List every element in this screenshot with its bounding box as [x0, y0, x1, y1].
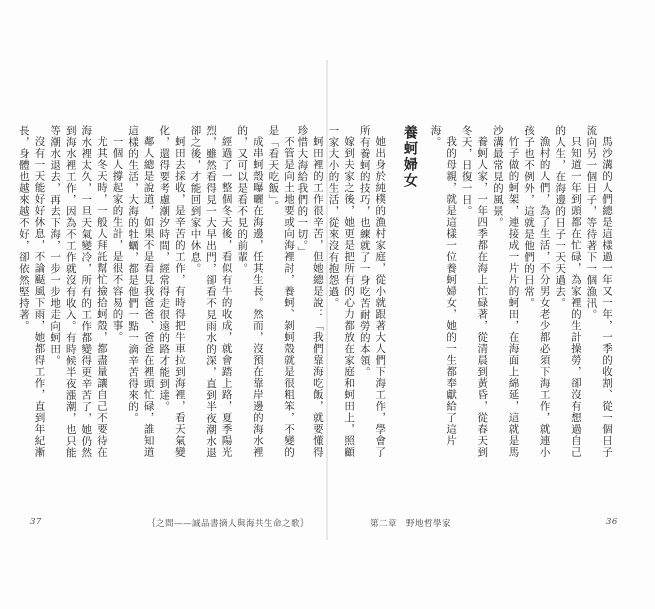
page-number: 37	[30, 517, 42, 527]
paragraph: 一個人撐起家的生計，是很不容易的事。	[111, 135, 124, 343]
section-heading: 養蚵婦女	[401, 125, 418, 189]
running-title: ｛之間——誠品書摘人與海共生命之歌｝	[147, 519, 310, 529]
right-page	[296, 0, 655, 609]
paragraph: 蚵田裡的工作很辛苦，但她總是說：「我們靠海吃飯，就要懂得珍惜大海給我們的一切。」	[296, 125, 324, 458]
left-page	[0, 0, 327, 609]
paragraph: 漁村的人們，為了生活，不分男女老少都必須下海工作，就連小孩子也不例外，這就是他們的日常。	[523, 125, 551, 458]
paragraph: 成串蚵殼曝曬在海邊，任其生長。然而，沒預在靠岸邊的海水裡的，又可以是看不見的前輩。	[236, 125, 264, 458]
paragraph: 沒有一天能好好休息，不論颳風下雨，她都得工作，直到年紀漸長，身體也越來越不好，卻依然堅持著。	[17, 125, 46, 458]
paragraph: 養蚵人家，一年四季都在海上忙碌著，從清晨到黃昏，從春天到冬天，日復一日。	[460, 125, 489, 458]
paragraph: 她出身於純樸的漁村家庭，從小就跟著大人們下海工作，學會了所有養蚵的技巧，也練就了一身吃苦耐勞的本領。	[358, 125, 387, 458]
paragraph: 尤其冬天時，一般人拜託幫忙撿拾蚵殼，都盡量讓自己不要待在海水裡太久，一旦天氣變冷，所有的工作都變得更辛苦了，她仍然到海水裡工作，因為不工作就沒有收入。有時候半夜漲潮，也只能等潮水退去，再去下海，一步一步地走向蚵田。	[49, 125, 108, 459]
paragraph: 鄰人總是說道，如果不是看見我爸爸、爸爸在裡頭忙碌，誰知道這樣的生活，大海的牡蠣，都是他們一點一滴辛苦得來的。	[127, 125, 155, 458]
paragraph: 經過了一整個冬天後，看似有牛的收成，就會踏上路，夏季陽光烈，雖然看得見一大早出門，卻看不見雨水的深，直到半夜潮水退卻之後，才能回到家中休息。	[189, 125, 233, 459]
paragraph: 蚵田去採收，是辛苦的工作，有時得把牛車拉到海裡，看天氣變化，還得要考慮潮汐時間，經常得走很遠的路才能到達。	[158, 125, 186, 458]
left-page-text	[17, 125, 296, 460]
paragraph: 只知道一年到頭都在忙碌，為家裡的生計操勞，卻沒有想過自己的人生，在海邊的日子一天天過去。	[554, 125, 582, 458]
paragraph: 我的母親，就是這樣一位養蚵婦女，她的一生都奉獻給了這片海。	[429, 125, 458, 446]
right-page-text	[296, 125, 614, 460]
running-title: 第二章 野地哲學家	[370, 519, 452, 529]
paragraph: 馬沙溝的人們總是這樣過一年又一年，一季的收割、從一個日子流向另一個日子，等待著下一個漁汛。	[585, 125, 613, 458]
paragraph: 嫁到夫家之後，她更是把所有的心力都放在家庭和蚵田上，照顧一家大小的生活，從來沒有抱怨過。	[327, 125, 356, 458]
page-number: 36	[606, 517, 618, 527]
paragraph: 不管是向土地要或向海裡討，養蚵、剝蚵殼就是很粗笨，不變的是「看天吃飯」。	[267, 125, 295, 458]
paragraph: 竹子做的蚵架，連接成一片片的蚵田，在海面上綿延，這就是馬沙溝最常見的風景。	[491, 125, 520, 458]
